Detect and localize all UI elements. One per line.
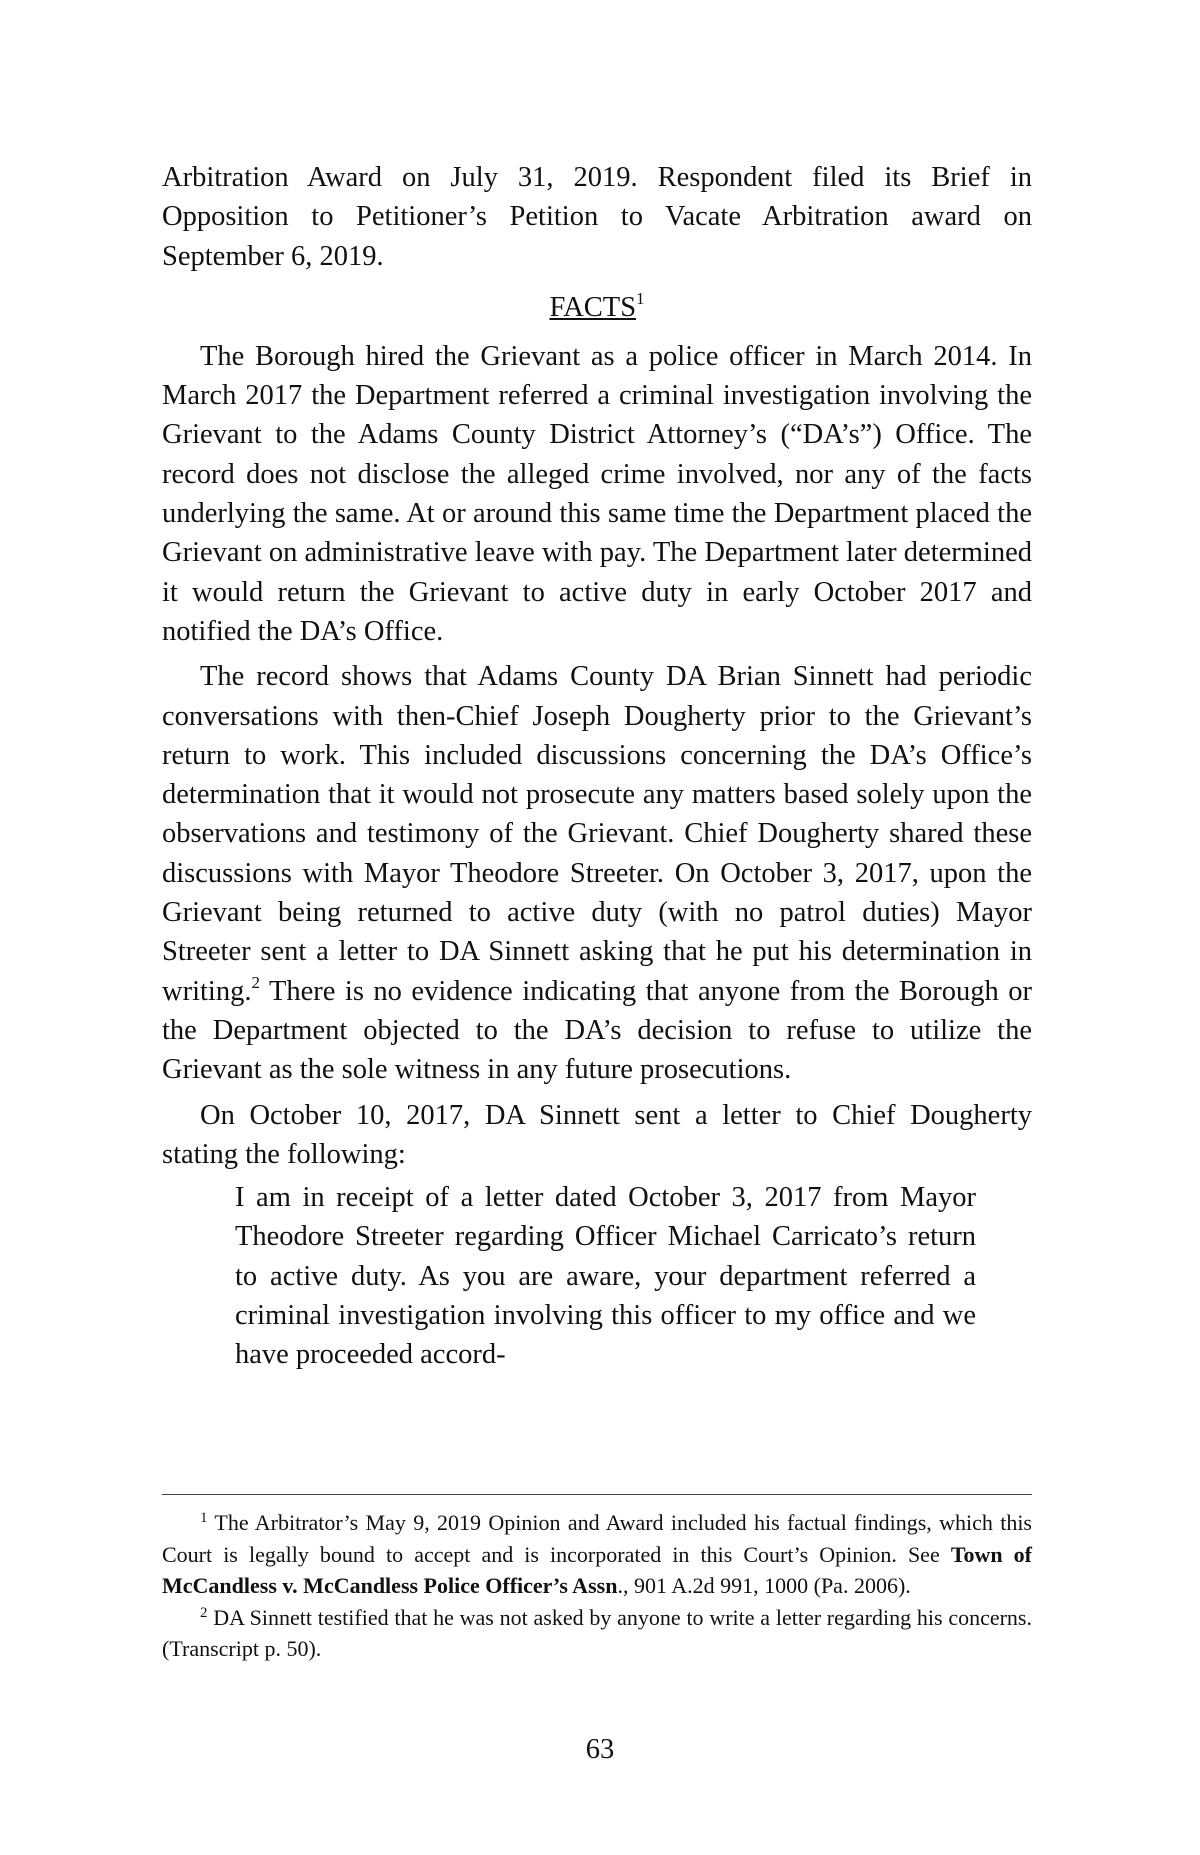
footnote-2 — [162, 1602, 1032, 1665]
footnote-1-marker: 1 — [200, 1510, 208, 1526]
paragraph-october-letter: On October 10, 2017, DA Sinnett sent a letter to Chief Dougherty stating the following: — [162, 1099, 1032, 1170]
page-number: 63 — [585, 1734, 615, 1765]
main-text — [162, 158, 1032, 1375]
section-heading-text: FACTS — [549, 291, 637, 323]
footnotes — [162, 1507, 1032, 1665]
opening-paragraph: Arbitration Award on July 31, 2019. Respondent filed its Brief in Opposition to Petitioner’s Petition to Vacate Arbitration award on September 6, 2019. — [162, 162, 1032, 272]
block-quote: I am in receipt of a letter dated October 3, 2017 from Mayor Theodore Streeter regarding Officer Michael Carricato’s return to active duty. As you are aware, your department referred a criminal investigation involving this officer to my office and we have proceeded accord- — [235, 1182, 976, 1371]
footnote-2-text: DA Sinnett testified that he was not asked by anyone to write a letter regarding his concerns. (Transcript p. 50). — [162, 1604, 1032, 1661]
paragraph-record-shows-continued: There is no evidence indicating that anyone from the Borough or the Department objected to the DA’s decision to refuse to utilize the Grievant as the sole witness in any future prosecutions. — [162, 975, 1032, 1086]
footnote-1-citation: Town of McCandless v. McCandless Police Officer’s Assn — [162, 1541, 1033, 1598]
footnote-1-text: The Arbitrator’s May 9, 2019 Opinion and Award included his factual findings, which this Court is legally bound to accept and is incorporated in this Court’s Opinion. See — [162, 1510, 1032, 1567]
paragraph-record-shows-text: The record shows that Adams County DA Brian Sinnett had periodic conversations with then-Chief Joseph Dougherty prior to the Grievant’s return to work. This included discussions concerning the DA’s Office’s determination that it would not prosecute any matters based solely upon the observations and testimony of the Grievant. Chief Dougherty shared these discussions with Mayor Theodore Streeter. On October 3, 2017, upon the Grievant being returned to active duty (with no patrol duties) Mayor Streeter sent a letter to DA Sinnett asking that he put his determination in writing. — [162, 661, 1032, 1007]
footnote-1 — [162, 1507, 1032, 1602]
footnote-2-marker: 2 — [200, 1604, 208, 1621]
footnote-divider — [162, 1494, 1032, 1495]
footnote-ref-1: 1 — [636, 288, 645, 308]
footnote-ref-2: 2 — [251, 972, 260, 992]
section-heading — [162, 288, 1032, 327]
paragraph-record-shows — [162, 657, 1032, 1089]
paragraph-borough-hired: The Borough hired the Grievant as a police officer in March 2014. In March 2017 the Department referred a criminal investigation involving the Grievant to the Adams County District Attorney’s (“DA’s”) Office. The record does not disclose the alleged crime involved, nor any of the facts underlying the same. At or around this same time the Department placed the Grievant on administrative leave with pay. The Department later determined it would return the Grievant to active duty in early October 2017 and notified the DA’s Office. — [162, 340, 1032, 647]
footnote-1-text-end: ., 901 A.2d 991, 1000 (Pa. 2006). — [617, 1573, 911, 1598]
